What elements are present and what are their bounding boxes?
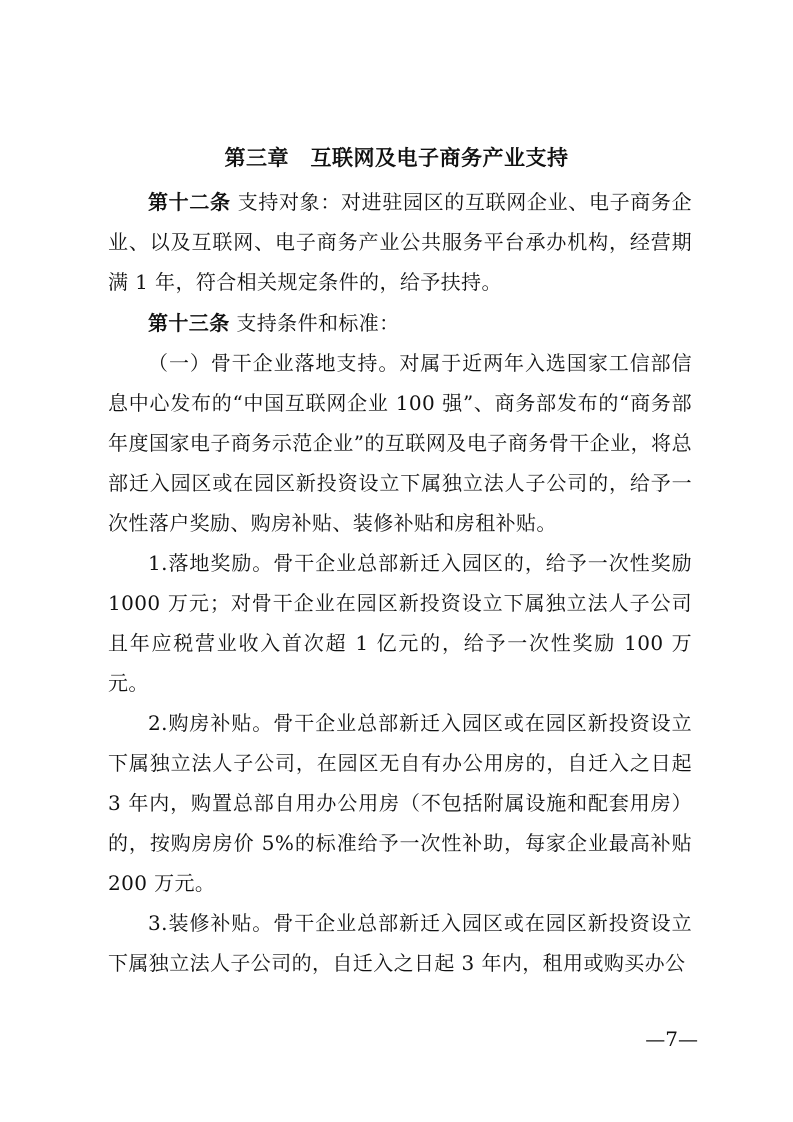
paragraph-text: （一）骨干企业落地支持。对属于近两年入选国家工信部信息中心发布的“中国互联网企业 100 强”、商务部发布的“商务部年度国家电子商务示范企业”的互联网及电子商务骨干企业，将总部迁入园区或在园区新投资设立下属独立法人子公司的，给予一次性落户奖励、购房补贴、装修补贴和房租补贴。 [108, 351, 692, 535]
page-number: —7— [645, 1027, 698, 1051]
paragraph-text: 2.购房补贴。骨干企业总部新迁入园区或在园区新投资设立下属独立法人子公司，在园区无自有办公用房的，自迁入之日起 3 年内，购置总部自用办公用房（不包括附属设施和配套用房）的，按购房房价 5%的标准给予一次性补助，每家企业最高补贴 200 万元。 [108, 711, 692, 895]
paragraph-housing-subsidy [108, 703, 692, 903]
chapter-title: 第三章 互联网及电子商务产业支持 [224, 146, 569, 170]
paragraph-text: 支持对象：对进驻园区的互联网企业、电子商务企业、以及互联网、电子商务产业公共服务平台承办机构，经营期满 1 年，符合相关规定条件的，给予扶持。 [108, 190, 692, 294]
article-label: 第十二条 [148, 190, 231, 214]
paragraph-article-12 [108, 182, 692, 302]
paragraph-article-13 [108, 303, 692, 343]
document-body [108, 182, 692, 983]
paragraph-text: 3.装修补贴。骨干企业总部新迁入园区或在园区新投资设立下属独立法人子公司的，自迁入之日起 3 年内，租用或购买办公 [108, 911, 692, 975]
article-label: 第十三条 [148, 311, 230, 335]
paragraph-item-1 [108, 343, 692, 543]
paragraph-text: 1.落地奖励。骨干企业总部新迁入园区的，给予一次性奖励 1000 万元；对骨干企业在园区新投资设立下属独立法人子公司且年应税营业收入首次超 1 亿元的，给予一次性奖励 100 万元。 [108, 551, 692, 695]
paragraph-text: 支持条件和标准： [236, 311, 400, 335]
paragraph-decoration-subsidy [108, 903, 692, 983]
paragraph-landing-reward [108, 543, 692, 703]
